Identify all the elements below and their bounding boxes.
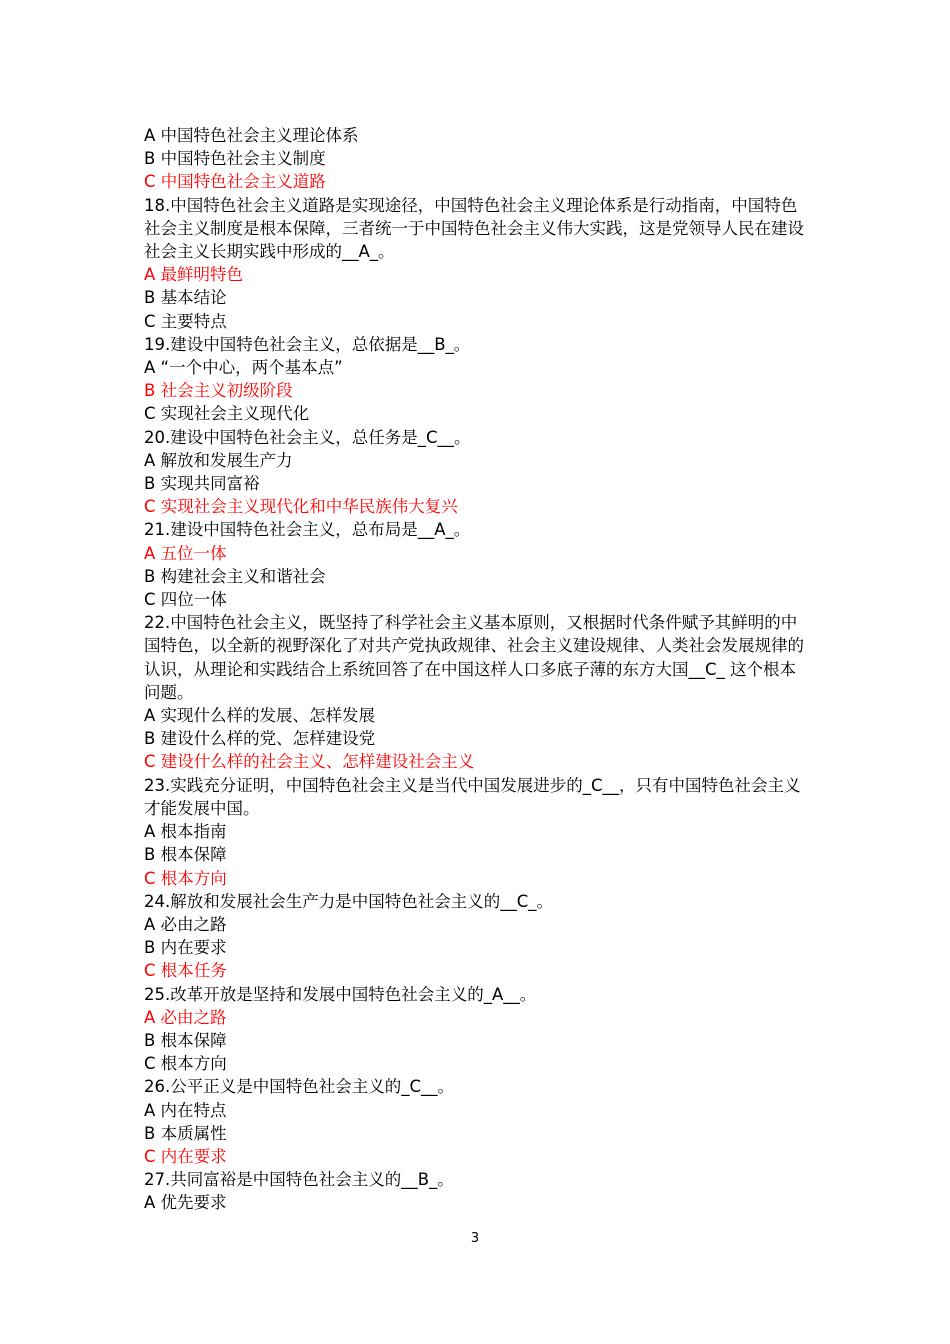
answer-option: B 基本结论 (144, 288, 227, 308)
answer-option-correct: A 五位一体 (144, 543, 227, 563)
question-text: 20.建设中国特色社会主义，总任务是_C__。 (144, 427, 471, 447)
answer-option: B 根本保障 (144, 845, 227, 865)
answer-option: A 必由之路 (144, 914, 227, 934)
question-text: 27.共同富裕是中国特色社会主义的__B_。 (144, 1170, 454, 1190)
answer-option: B 中国特色社会主义制度 (144, 149, 326, 169)
answer-option-correct: B 社会主义初级阶段 (144, 381, 293, 401)
answer-option: A 解放和发展生产力 (144, 450, 293, 470)
answer-option: B 建设什么样的党、怎样建设党 (144, 729, 376, 749)
question-text: 25.改革开放是坚持和发展中国特色社会主义的_A__。 (144, 984, 537, 1004)
answer-option: A 实现什么样的发展、怎样发展 (144, 706, 376, 726)
answer-option: C 根本方向 (144, 1054, 227, 1074)
answer-option-correct: C 根本方向 (144, 868, 227, 888)
question-text: 18.中国特色社会主义道路是实现途径，中国特色社会主义理论体系是行动指南，中国特色社会主义制度是根本保障，三者统一于中国特色社会主义伟大实践，这是党领导人民在建设社会主义长期实践中形成的__A_。 (144, 195, 804, 262)
question-text: 22.中国特色社会主义，既坚持了科学社会主义基本原则，又根据时代条件赋予其鲜明的中国特色，以全新的视野深化了对共产党执政规律、社会主义建设规律、人类社会发展规律的认识，从理论和实践结合上系统回答了在中国这样人口多底子薄的东方大国__C_ 这个根本问题。 (144, 613, 804, 702)
question-text: 23.实践充分证明，中国特色社会主义是当代中国发展进步的_C__，只有中国特色社会主义才能发展中国。 (144, 775, 801, 818)
answer-option: B 本质属性 (144, 1123, 227, 1143)
answer-option: B 实现共同富裕 (144, 474, 260, 494)
answer-option-correct: A 最鲜明特色 (144, 265, 244, 285)
answer-option-correct: C 内在要求 (144, 1146, 227, 1166)
answer-option: B 根本保障 (144, 1030, 227, 1050)
answer-option: A 中国特色社会主义理论体系 (144, 126, 359, 145)
answer-option: C 实现社会主义现代化 (144, 404, 310, 424)
answer-option: C 主要特点 (144, 311, 227, 331)
answer-option: B 构建社会主义和谐社会 (144, 566, 326, 586)
answer-option-correct: C 建设什么样的社会主义、怎样建设社会主义 (144, 752, 475, 772)
answer-option: A “一个中心，两个基本点” (144, 358, 343, 378)
question-text: 19.建设中国特色社会主义，总依据是__B_。 (144, 334, 471, 354)
answer-option: B 内在要求 (144, 938, 227, 958)
question-text: 24.解放和发展社会生产力是中国特色社会主义的__C_。 (144, 891, 554, 911)
question-list (144, 124, 810, 1215)
question-text: 21.建设中国特色社会主义，总布局是__A_。 (144, 520, 471, 540)
answer-option: A 优先要求 (144, 1193, 227, 1213)
answer-option: A 根本指南 (144, 822, 227, 842)
answer-option-correct: C 实现社会主义现代化和中华民族伟大复兴 (144, 497, 458, 517)
answer-option-correct: A 必由之路 (144, 1007, 227, 1027)
answer-option: C 四位一体 (144, 590, 227, 610)
page-number: 3 (470, 1231, 480, 1246)
answer-option-correct: C 中国特色社会主义道路 (144, 172, 326, 192)
answer-option-correct: C 根本任务 (144, 961, 227, 981)
answer-option: A 内在特点 (144, 1100, 227, 1120)
question-text: 26.公平正义是中国特色社会主义的_C__。 (144, 1077, 455, 1097)
